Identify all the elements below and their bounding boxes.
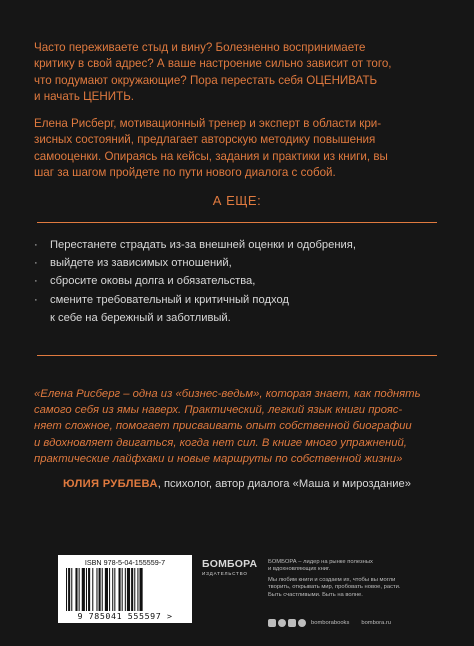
social-links — [268, 618, 438, 628]
quote-line: «Елена Рисберг – одна из «бизнес-ведьм», которая знает, как поднять — [34, 388, 421, 400]
quote-line: няет сложное, помогает присваивать опыт собственной биографии — [34, 420, 412, 433]
publisher-logo — [202, 558, 262, 576]
list-item-text: Перестанете страдать из-за внешней оценки и одобрения, — [50, 239, 356, 251]
intro-line: шаг за шагом пройдете по пути нового диалога с собой. — [34, 166, 336, 180]
bullet-marker: · — [34, 275, 38, 288]
divider-bottom — [37, 355, 437, 356]
publisher-line: и вдохновляющих книг. — [268, 566, 331, 573]
bullet-marker: · — [34, 257, 38, 270]
review-quote — [34, 386, 444, 467]
list-item — [30, 272, 450, 290]
social-handle: bomborabooks — [311, 620, 350, 626]
list-item-text: выйдете из зависимых отношений, — [50, 257, 232, 270]
list-item — [30, 254, 450, 272]
publisher-brand: БОМБОРА — [202, 558, 258, 570]
also-heading: А ЕЩЕ: — [212, 193, 262, 208]
intro-line: Часто переживаете стыд и вину? Болезненно воспринимаете — [34, 41, 366, 54]
publisher-website: bombora.ru — [361, 620, 392, 626]
publisher-line: творить, открывать мир, пробовать новое, расти. — [268, 584, 401, 591]
intro-line: что подумают окружающие? Пора перестать себя ОЦЕНИВАТЬ — [34, 73, 378, 87]
instagram-icon — [288, 619, 296, 627]
intro-line: критику в свой адрес? А ваше настроение сильно зависит от того, — [34, 57, 392, 71]
intro-line: Елена Рисберг, мотивационный тренер и эксперт в области кри- — [34, 117, 382, 131]
intro-text — [34, 40, 444, 192]
intro-paragraph-1 — [34, 40, 444, 105]
isbn-number: ISBN 978-5-04-155559-7 — [84, 558, 166, 567]
intro-paragraph-2 — [34, 116, 444, 181]
quote-attribution — [0, 478, 474, 490]
benefits-list — [30, 236, 450, 327]
isbn-barcode — [58, 555, 192, 623]
youtube-icon — [298, 619, 306, 627]
publisher-line: Мы любим книги и создаем их, чтобы вы могли — [268, 576, 396, 583]
facebook-icon — [268, 619, 276, 627]
quote-line: практические лайфхаки и новые маршруты по собственной жизни» — [34, 452, 403, 465]
reviewer-name: ЮЛИЯ РУБЛЕВА — [63, 478, 158, 490]
bullet-marker: · — [34, 239, 38, 251]
publisher-line: БОМБОРА – лидер на рынке полезных — [268, 559, 373, 565]
barcode-icon — [64, 568, 186, 611]
divider-top — [37, 222, 437, 223]
barcode-digits: 9 785041 555597 > — [77, 611, 173, 621]
list-item-text: сбросите оковы долга и обязательства, — [50, 275, 256, 288]
intro-line: и начать ЦЕНИТЬ. — [34, 89, 135, 103]
publisher-sub: ИЗДАТЕЛЬСТВО — [202, 571, 248, 576]
publisher-description — [268, 559, 436, 599]
list-item-text: к себе на бережный и заботливый. — [50, 311, 231, 324]
publisher-line: Быть счастливыми. Быть на волне. — [268, 591, 363, 598]
reviewer-role: , психолог, автор диалога «Маша и мироздание» — [157, 478, 411, 490]
quote-line: самого себя из ямы наверх. Практический, легкий язык книги прояс- — [34, 404, 403, 417]
bullet-marker: · — [34, 293, 38, 306]
list-item — [30, 291, 450, 327]
vk-icon — [278, 619, 286, 627]
list-item-text: смените требовательный и критичный подход — [50, 293, 289, 306]
intro-line: самооценки. Опираясь на кейсы, задания и практики из книги, вы — [34, 149, 388, 163]
intro-line: зисных состояний, предлагает авторскую методику повышения — [34, 133, 376, 147]
list-item — [30, 236, 450, 254]
quote-line: и вдохновляет двигаться, когда нет сил. В книге много упражнений, — [34, 436, 407, 449]
